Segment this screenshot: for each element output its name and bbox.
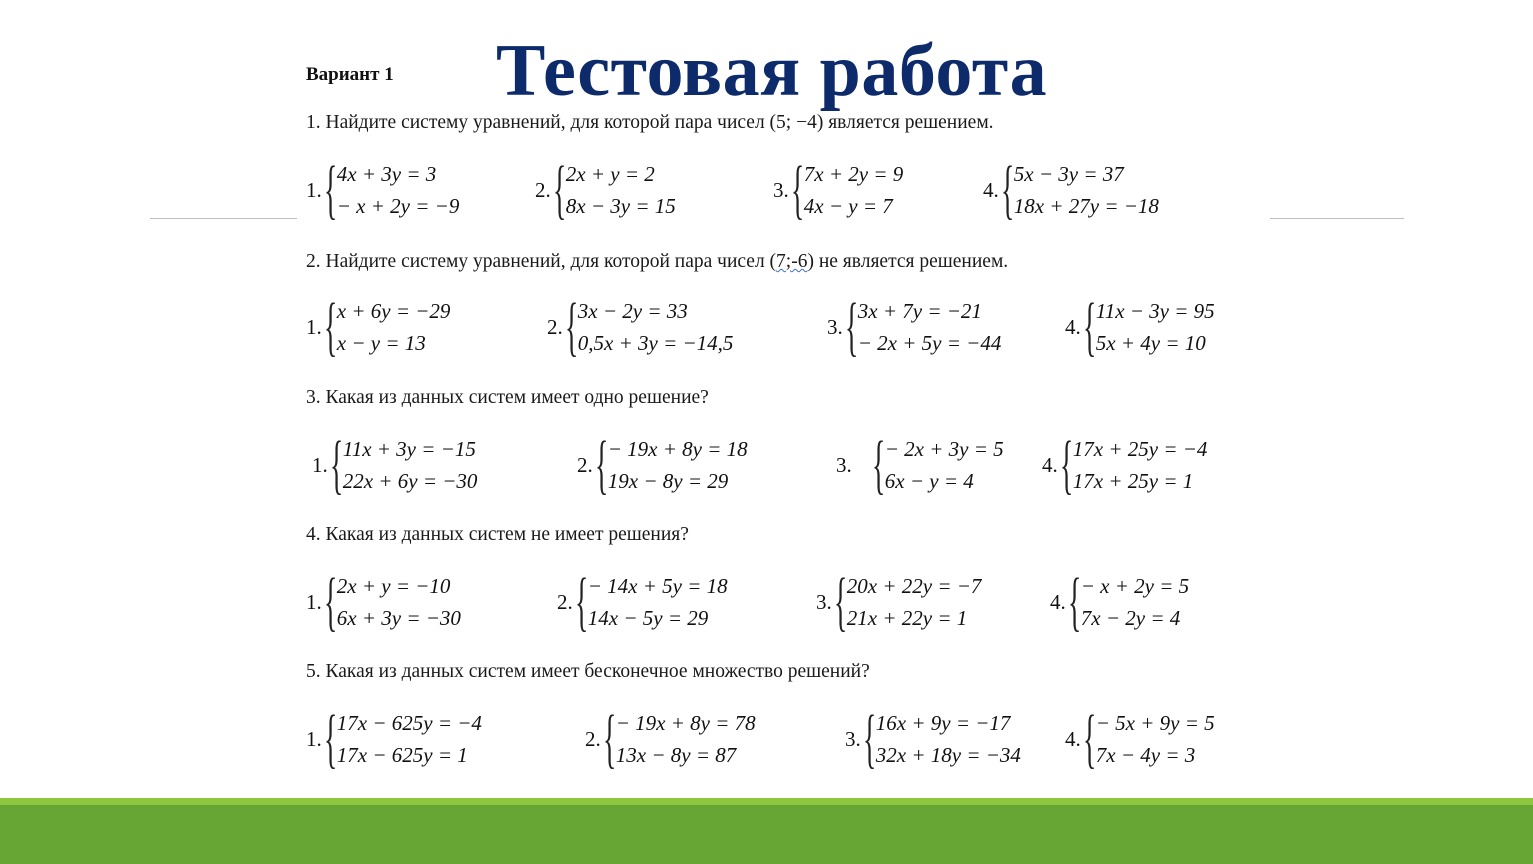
equation: 17x − 625y = −4 (336, 711, 482, 735)
q5-option-4 (1065, 702, 1215, 776)
option-number: 3. (836, 452, 852, 477)
brace-icon: { (323, 565, 338, 639)
option-number: 4. (1065, 726, 1081, 751)
footer-band-dark (0, 805, 1533, 864)
question-2-text: 2. Найдите систему уравнений, для которой пара чисел ( (306, 251, 777, 272)
option-number: 1. (306, 726, 322, 751)
brace-icon: { (323, 153, 338, 227)
equation: 4x + 3y = 3 (336, 162, 437, 186)
option-number: 4. (983, 177, 999, 202)
equation: 19x − 8y = 29 (607, 469, 729, 493)
divider-right (1270, 218, 1404, 219)
brace-icon: { (323, 290, 338, 364)
equation: 14x − 5y = 29 (587, 606, 709, 630)
equation: 13x − 8y = 87 (615, 743, 737, 767)
equation: 2x + y = 2 (565, 162, 655, 186)
option-number: 2. (585, 726, 601, 751)
question-1-pair: (5; −4) (769, 112, 824, 133)
brace-icon: { (1059, 428, 1074, 502)
question-5-text: 5. Какая из данных систем имеет бесконечное множество решений? (306, 661, 870, 682)
equation: 0,5x + 3y = −14,5 (577, 331, 734, 355)
equation: 32x + 18y = −34 (875, 743, 1021, 767)
equation: − x + 2y = −9 (336, 194, 460, 218)
option-number: 3. (827, 314, 843, 339)
option-number: 1. (306, 314, 322, 339)
q1-option-2 (535, 153, 676, 227)
equation: 2x + y = −10 (336, 574, 451, 598)
q2-option-3 (827, 290, 1002, 364)
q3-option-2 (577, 428, 748, 502)
option-number: 4. (1042, 452, 1058, 477)
q2-option-4 (1065, 290, 1215, 364)
equation: 20x + 22y = −7 (846, 574, 982, 598)
brace-icon: { (602, 702, 617, 776)
equation: 7x − 4y = 3 (1095, 743, 1196, 767)
equation: 22x + 6y = −30 (342, 469, 478, 493)
option-number: 2. (577, 452, 593, 477)
equation: − 14x + 5y = 18 (587, 574, 728, 598)
q3-option-4 (1042, 428, 1208, 502)
question-2 (306, 251, 1008, 273)
brace-icon: { (552, 153, 567, 227)
brace-icon: { (323, 702, 338, 776)
equation: 17x − 625y = 1 (336, 743, 468, 767)
equation: 3x − 2y = 33 (577, 299, 688, 323)
variant-label: Вариант 1 (306, 64, 394, 85)
brace-icon: { (862, 702, 877, 776)
brace-icon: { (574, 565, 589, 639)
equation: 18x + 27y = −18 (1013, 194, 1159, 218)
question-2-pair: 7;-6 (776, 251, 808, 272)
option-number: 3. (845, 726, 861, 751)
q5-option-3 (845, 702, 1021, 776)
equation: 6x + 3y = −30 (336, 606, 461, 630)
equation: 4x − y = 7 (803, 194, 893, 218)
equation: 11x + 3y = −15 (342, 437, 476, 461)
q5-option-2 (585, 702, 756, 776)
option-number: 3. (816, 589, 832, 614)
equation: − 5x + 9y = 5 (1095, 711, 1215, 735)
brace-icon: { (844, 290, 859, 364)
brace-icon: { (1082, 290, 1097, 364)
equation: − 19x + 8y = 18 (607, 437, 748, 461)
q3-option-3 (836, 428, 1004, 502)
equation: 5x − 3y = 37 (1013, 162, 1124, 186)
question-1-text: 1. Найдите систему уравнений, для которой пара чисел (306, 112, 770, 133)
equation: 11x − 3y = 95 (1095, 299, 1215, 323)
question-1-text-end: является решением. (823, 112, 994, 133)
question-3 (306, 387, 709, 409)
brace-icon: { (833, 565, 848, 639)
q4-option-1 (306, 565, 461, 639)
option-number: 1. (312, 452, 328, 477)
question-4-text: 4. Какая из данных систем не имеет решения? (306, 524, 689, 545)
brace-icon: { (871, 428, 886, 502)
slide-title: Тестовая работа (496, 30, 1048, 112)
equation: − 19x + 8y = 78 (615, 711, 756, 735)
q5-option-1 (306, 702, 482, 776)
option-number: 4. (1050, 589, 1066, 614)
option-number: 4. (1065, 314, 1081, 339)
option-number: 1. (306, 589, 322, 614)
q1-option-4 (983, 153, 1159, 227)
equation: 17x + 25y = 1 (1072, 469, 1194, 493)
q1-option-3 (773, 153, 904, 227)
question-5 (306, 661, 870, 683)
equation: 16x + 9y = −17 (875, 711, 1011, 735)
brace-icon: { (1082, 702, 1097, 776)
equation: x − y = 13 (336, 331, 426, 355)
option-number: 2. (535, 177, 551, 202)
brace-icon: { (564, 290, 579, 364)
option-number: 1. (306, 177, 322, 202)
q2-option-2 (547, 290, 734, 364)
divider-left (150, 218, 297, 219)
equation: 5x + 4y = 10 (1095, 331, 1206, 355)
equation: − 2x + 5y = −44 (857, 331, 1002, 355)
brace-icon: { (1067, 565, 1082, 639)
brace-icon: { (790, 153, 805, 227)
equation: 7x − 2y = 4 (1080, 606, 1181, 630)
option-number: 2. (547, 314, 563, 339)
equation: − x + 2y = 5 (1080, 574, 1190, 598)
question-4 (306, 524, 689, 546)
option-number: 3. (773, 177, 789, 202)
equation: 8x − 3y = 15 (565, 194, 676, 218)
q2-option-1 (306, 290, 451, 364)
equation: 3x + 7y = −21 (857, 299, 982, 323)
option-number: 2. (557, 589, 573, 614)
question-3-text: 3. Какая из данных систем имеет одно решение? (306, 387, 709, 408)
equation: 6x − y = 4 (884, 469, 974, 493)
q4-option-4 (1050, 565, 1190, 639)
q3-option-1 (312, 428, 478, 502)
question-2-text-end: ) не является решением. (807, 251, 1009, 272)
q1-option-1 (306, 153, 460, 227)
brace-icon: { (1000, 153, 1015, 227)
brace-icon: { (329, 428, 344, 502)
equation: − 2x + 3y = 5 (884, 437, 1004, 461)
brace-icon: { (594, 428, 609, 502)
equation: 7x + 2y = 9 (803, 162, 904, 186)
equation: x + 6y = −29 (336, 299, 451, 323)
footer-band-light (0, 798, 1533, 805)
q4-option-3 (816, 565, 982, 639)
equation: 17x + 25y = −4 (1072, 437, 1208, 461)
question-1 (306, 112, 994, 134)
equation: 21x + 22y = 1 (846, 606, 968, 630)
q4-option-2 (557, 565, 728, 639)
